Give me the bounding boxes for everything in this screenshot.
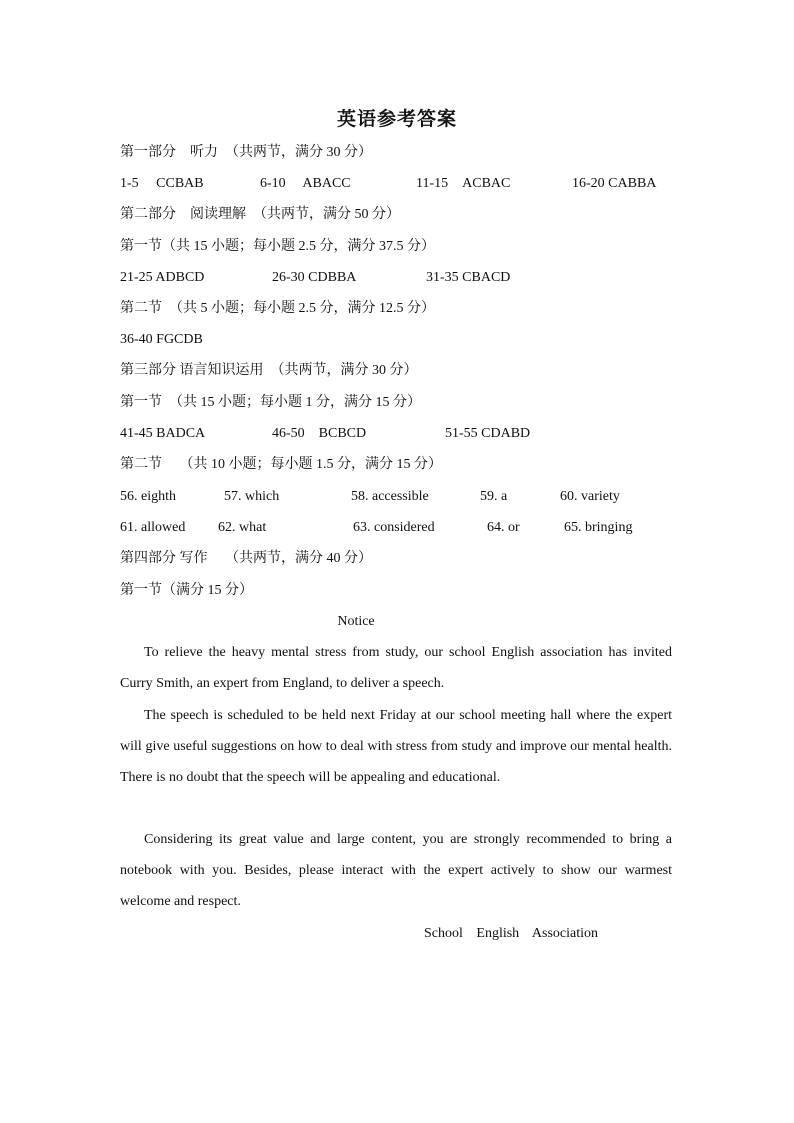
essay-paragraph-text: The speech is scheduled to be held next Friday at our school meeting hall where the expert will give useful suggestions on how to deal with stress from study and improve our mental health. There is no doubt that the speech will be appealing and educational. <box>120 708 672 786</box>
part2-section1-answers-row <box>120 268 680 288</box>
part4-heading: 第四部分 写作 （共两节，满分 40 分） <box>120 551 372 566</box>
answer-group: 16-20 CABBA <box>572 176 657 191</box>
answer-group: 46-50 BCBCD <box>272 426 367 441</box>
part2-section2-answers-row <box>120 330 203 350</box>
essay-paragraph-text: To relieve the heavy mental stress from study, our school English association has invited Curry Smith, an expert from England, to deliver a speech. <box>120 645 672 692</box>
part4-section1-heading: 第一节（满分 15 分） <box>120 583 253 598</box>
part3-heading: 第三部分 语言知识运用 （共两节，满分 30 分） <box>120 363 418 378</box>
part3-section1-heading: 第一节 （共 15 小题；每小题 1 分，满分 15 分） <box>120 395 421 410</box>
answer-group: 21-25 ADBCD <box>120 270 205 285</box>
answer-item: 61. allowed <box>120 520 186 535</box>
part3-section2-answers-row2 <box>120 518 680 538</box>
answer-item: 65. bringing <box>564 520 633 535</box>
essay-paragraph <box>120 824 672 918</box>
part2-section1-heading: 第一节（共 15 小题；每小题 2.5 分，满分 37.5 分） <box>120 239 435 254</box>
answer-item: 57. which <box>224 489 280 504</box>
answer-item: 60. variety <box>560 489 620 504</box>
part2-section2-heading: 第二节 （共 5 小题；每小题 2.5 分，满分 12.5 分） <box>120 301 435 316</box>
essay-signature: School English Association <box>424 926 598 941</box>
answer-group: 51-55 CDABD <box>445 426 531 441</box>
essay-paragraph <box>120 700 672 794</box>
answer-group: 26-30 CDBBA <box>272 270 357 285</box>
essay-title: Notice <box>337 614 375 629</box>
answer-item: 56. eighth <box>120 489 176 504</box>
answer-item: 63. considered <box>353 520 435 535</box>
document-title: 英语参考答案 <box>336 109 457 130</box>
essay-paragraph <box>120 637 672 699</box>
answer-group: 36-40 FGCDB <box>120 332 203 347</box>
answer-group: 1-5 CCBAB <box>120 176 204 191</box>
part2-heading: 第二部分 阅读理解 （共两节，满分 50 分） <box>120 207 400 222</box>
essay-paragraph-text: Considering its great value and large content, you are strongly recommended to bring a notebook with you. Besides, please interact with the expert actively to show our warmest welcome and respect. <box>120 832 672 910</box>
part3-section1-answers-row <box>120 424 680 444</box>
answer-group: 31-35 CBACD <box>426 270 511 285</box>
answer-group: 41-45 BADCA <box>120 426 206 441</box>
answer-group: 6-10 ABACC <box>260 176 351 191</box>
answer-group: 11-15 ACBAC <box>416 176 511 191</box>
part3-section2-answers-row1 <box>120 487 680 507</box>
part3-section2-heading: 第二节 （共 10 小题；每小题 1.5 分，满分 15 分） <box>120 457 442 472</box>
part1-answers-row <box>120 174 680 194</box>
answer-item: 62. what <box>218 520 267 535</box>
answer-item: 58. accessible <box>351 489 429 504</box>
answer-item: 59. a <box>480 489 508 504</box>
answer-item: 64. or <box>487 520 520 535</box>
part1-heading: 第一部分 听力 （共两节，满分 30 分） <box>120 145 372 160</box>
